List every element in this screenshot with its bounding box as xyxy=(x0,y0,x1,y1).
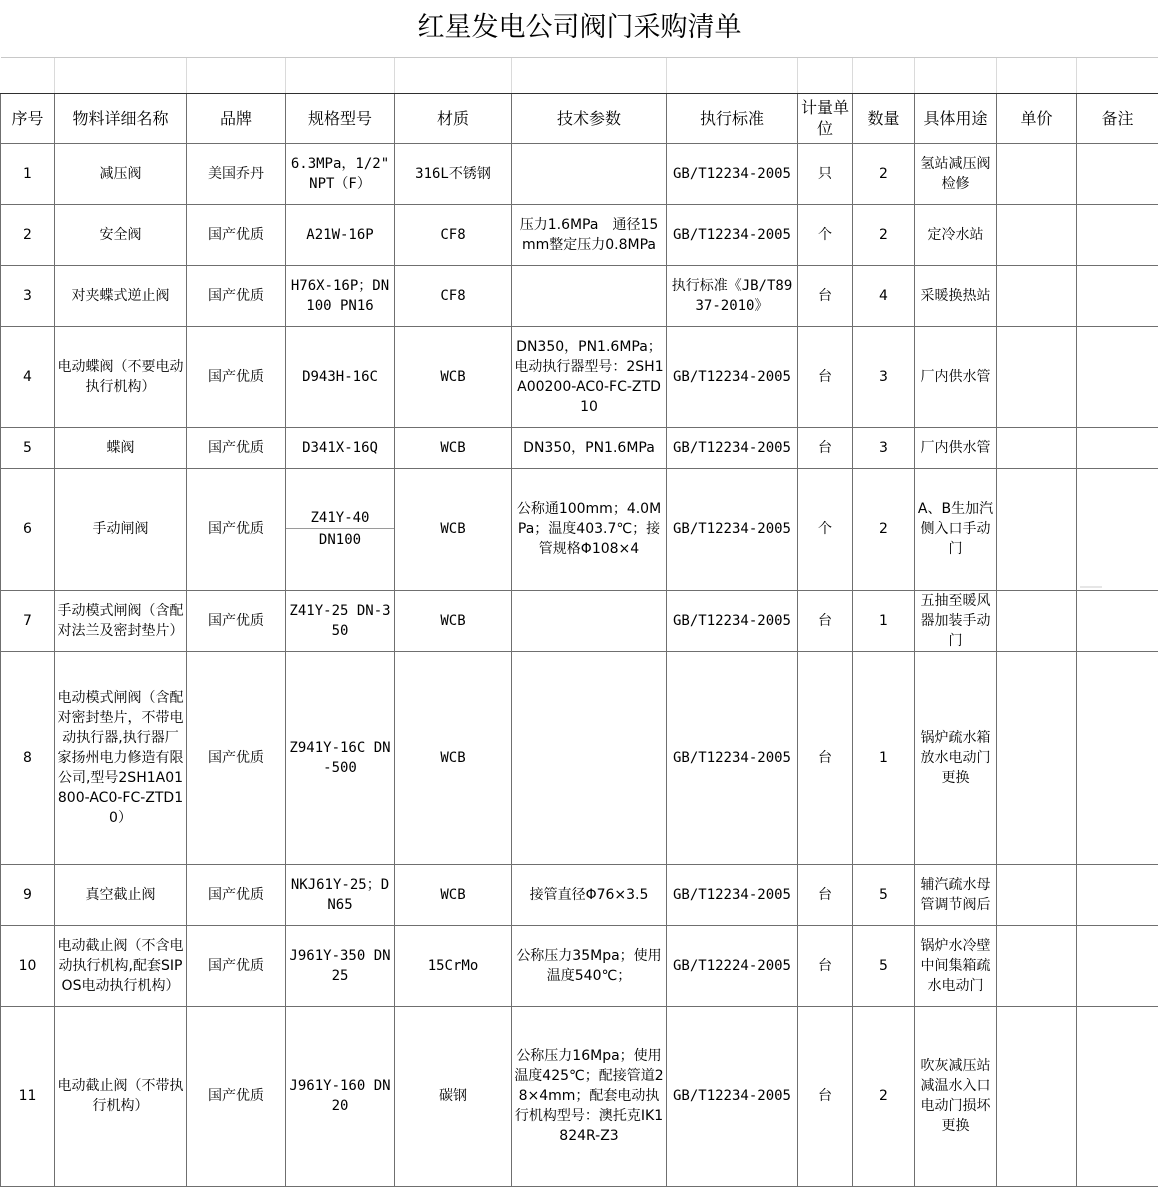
stray-mark xyxy=(1080,586,1102,588)
cell-price[interactable] xyxy=(997,326,1077,427)
cell-spec[interactable]: A21W-16P xyxy=(286,204,395,265)
cell-standard[interactable]: GB/T12234-2005 xyxy=(667,326,798,427)
cell-usage[interactable]: 采暖换热站 xyxy=(915,265,997,326)
cell-usage[interactable]: 锅炉水冷壁中间集箱疏水电动门 xyxy=(915,925,997,1006)
cell-brand[interactable]: 国产优质 xyxy=(187,265,286,326)
table-row xyxy=(1,143,1158,204)
cell-standard[interactable]: GB/T12234-2005 xyxy=(667,864,798,925)
cell-params[interactable]: DN350，PN1.6MPa xyxy=(512,427,667,468)
cell-material[interactable]: WCB xyxy=(395,590,512,651)
header-spec: 规格型号 xyxy=(286,93,395,143)
blank-cell[interactable] xyxy=(997,57,1077,93)
cell-remark[interactable] xyxy=(1077,1006,1158,1186)
cell-no[interactable]: 10 xyxy=(1,925,55,1006)
header-standard: 执行标准 xyxy=(667,93,798,143)
cell-price[interactable] xyxy=(997,204,1077,265)
cell-material[interactable]: CF8 xyxy=(395,204,512,265)
blank-row xyxy=(1,57,1158,93)
blank-cell[interactable] xyxy=(915,57,997,93)
cell-name[interactable]: 手动模式闸阀（含配对法兰及密封垫片） xyxy=(55,590,187,651)
cell-params[interactable]: 接管直径Φ76×3.5 xyxy=(512,864,667,925)
cell-brand[interactable]: 美国乔丹 xyxy=(187,143,286,204)
cell-no[interactable]: 8 xyxy=(1,651,55,864)
cell-name[interactable]: 蝶阀 xyxy=(55,427,187,468)
cell-no[interactable]: 4 xyxy=(1,326,55,427)
cell-price[interactable] xyxy=(997,468,1077,590)
cell-params[interactable]: 压力1.6MPa 通径15mm整定压力0.8MPa xyxy=(512,204,667,265)
cell-brand[interactable]: 国产优质 xyxy=(187,651,286,864)
cell-remark[interactable] xyxy=(1077,265,1158,326)
blank-cell[interactable] xyxy=(853,57,915,93)
cell-params[interactable] xyxy=(512,143,667,204)
cell-qty[interactable]: 3 xyxy=(853,427,915,468)
header-name: 物料详细名称 xyxy=(55,93,187,143)
cell-name[interactable]: 手动闸阀 xyxy=(55,468,187,590)
cell-usage[interactable]: 吹灰减压站减温水入口电动门损坏更换 xyxy=(915,1006,997,1186)
cell-params[interactable]: DN350，PN1.6MPa；电动执行器型号：2SH1A00200-AC0-FC-ZTD10 xyxy=(512,326,667,427)
cell-no[interactable]: 5 xyxy=(1,427,55,468)
header-usage: 具体用途 xyxy=(915,93,997,143)
cell-unit[interactable]: 台 xyxy=(798,864,853,925)
cell-no[interactable]: 9 xyxy=(1,864,55,925)
cell-remark[interactable] xyxy=(1077,925,1158,1006)
cell-unit[interactable]: 台 xyxy=(798,651,853,864)
cell-name[interactable]: 减压阀 xyxy=(55,143,187,204)
cell-brand[interactable]: 国产优质 xyxy=(187,427,286,468)
table-row xyxy=(1,864,1158,925)
cell-remark[interactable] xyxy=(1077,590,1158,651)
cell-name[interactable]: 真空截止阀 xyxy=(55,864,187,925)
cell-name[interactable]: 电动截止阀（不含电动执行机构,配套SIPOS电动执行机构） xyxy=(55,925,187,1006)
cell-material[interactable]: WCB xyxy=(395,651,512,864)
cell-standard[interactable]: GB/T12224-2005 xyxy=(667,925,798,1006)
cell-remark[interactable] xyxy=(1077,326,1158,427)
sheet-title: 红星发电公司阀门采购清单 xyxy=(1,0,1158,57)
table-row xyxy=(1,326,1158,427)
cell-spec[interactable]: D341X-16Q xyxy=(286,427,395,468)
cell-remark[interactable] xyxy=(1077,651,1158,864)
cell-price[interactable] xyxy=(997,590,1077,651)
cell-remark[interactable] xyxy=(1077,864,1158,925)
cell-qty[interactable]: 1 xyxy=(853,651,915,864)
cell-standard[interactable]: GB/T12234-2005 xyxy=(667,204,798,265)
cell-unit[interactable]: 台 xyxy=(798,590,853,651)
header-remark: 备注 xyxy=(1077,93,1158,143)
cell-spec[interactable]: NKJ61Y-25；DN65 xyxy=(286,864,395,925)
cell-params[interactable] xyxy=(512,651,667,864)
cell-price[interactable] xyxy=(997,1006,1077,1186)
cell-standard[interactable]: 执行标准《JB/T8937-2010》 xyxy=(667,265,798,326)
cell-name[interactable]: 电动截止阀（不带执行机构） xyxy=(55,1006,187,1186)
cell-name[interactable]: 电动蝶阀（不要电动执行机构） xyxy=(55,326,187,427)
cell-standard[interactable]: GB/T12234-2005 xyxy=(667,427,798,468)
blank-cell[interactable] xyxy=(798,57,853,93)
cell-qty[interactable]: 2 xyxy=(853,1006,915,1186)
cell-brand[interactable]: 国产优质 xyxy=(187,326,286,427)
cell-remark[interactable] xyxy=(1077,427,1158,468)
cell-standard[interactable]: GB/T12234-2005 xyxy=(667,468,798,590)
cell-remark[interactable] xyxy=(1077,204,1158,265)
header-no: 序号 xyxy=(1,93,55,143)
cell-usage[interactable]: 定冷水站 xyxy=(915,204,997,265)
cell-unit[interactable]: 台 xyxy=(798,427,853,468)
cell-standard[interactable]: GB/T12234-2005 xyxy=(667,1006,798,1186)
cell-qty[interactable]: 1 xyxy=(853,590,915,651)
cell-no[interactable]: 1 xyxy=(1,143,55,204)
table-row xyxy=(1,265,1158,326)
cell-standard[interactable]: GB/T12234-2005 xyxy=(667,590,798,651)
cell-remark[interactable] xyxy=(1077,468,1158,590)
cell-usage[interactable]: 氢站减压阀检修 xyxy=(915,143,997,204)
cell-spec[interactable]: J961Y-160 DN20 xyxy=(286,1006,395,1186)
cell-spec[interactable]: 6.3MPa，1/2" NPT（F） xyxy=(286,143,395,204)
cell-usage[interactable]: 辅汽疏水母管调节阀后 xyxy=(915,864,997,925)
cell-price[interactable] xyxy=(997,427,1077,468)
header-unit: 计量单位 xyxy=(798,93,853,143)
table-row xyxy=(1,651,1158,864)
cell-spec[interactable]: J961Y-350 DN25 xyxy=(286,925,395,1006)
cell-price[interactable] xyxy=(997,925,1077,1006)
cell-params[interactable] xyxy=(512,590,667,651)
spec-extra: DN100 xyxy=(318,531,362,548)
cell-spec[interactable] xyxy=(286,468,395,590)
cell-standard[interactable]: GB/T12234-2005 xyxy=(667,143,798,204)
cell-no[interactable]: 3 xyxy=(1,265,55,326)
table-row xyxy=(1,468,1158,590)
blank-cell[interactable] xyxy=(395,57,512,93)
table-row xyxy=(1,925,1158,1006)
blank-cell[interactable] xyxy=(512,57,667,93)
cell-qty[interactable]: 3 xyxy=(853,326,915,427)
cell-usage[interactable]: 五抽至暖风器加装手动门 xyxy=(915,590,997,651)
cell-unit[interactable]: 只 xyxy=(798,143,853,204)
cell-brand[interactable]: 国产优质 xyxy=(187,925,286,1006)
cell-usage[interactable]: 厂内供水管 xyxy=(915,427,997,468)
cell-no[interactable]: 2 xyxy=(1,204,55,265)
header-row xyxy=(1,93,1158,143)
cell-spec[interactable]: Z41Y-25 DN-350 xyxy=(286,590,395,651)
spec-model: Z41Y-40 xyxy=(286,508,394,529)
cell-params[interactable] xyxy=(512,265,667,326)
cell-brand[interactable]: 国产优质 xyxy=(187,590,286,651)
header-qty: 数量 xyxy=(853,93,915,143)
header-price: 单价 xyxy=(997,93,1077,143)
cell-qty[interactable]: 4 xyxy=(853,265,915,326)
cell-material[interactable]: CF8 xyxy=(395,265,512,326)
cell-price[interactable] xyxy=(997,143,1077,204)
cell-material[interactable]: WCB xyxy=(395,864,512,925)
blank-cell[interactable] xyxy=(1077,57,1158,93)
cell-price[interactable] xyxy=(997,864,1077,925)
cell-remark[interactable] xyxy=(1077,143,1158,204)
cell-spec[interactable]: H76X-16P；DN100 PN16 xyxy=(286,265,395,326)
cell-no[interactable]: 11 xyxy=(1,1006,55,1186)
cell-material[interactable]: WCB xyxy=(395,468,512,590)
table-row xyxy=(1,590,1158,651)
cell-qty[interactable]: 5 xyxy=(853,925,915,1006)
cell-standard[interactable]: GB/T12234-2005 xyxy=(667,651,798,864)
cell-params[interactable]: 公称通100mm；4.0MPa；温度403.7℃；接管规格Φ108×4 xyxy=(512,468,667,590)
cell-params[interactable]: 公称压力16Mpa；使用温度425℃；配接管道28×4mm；配套电动执行机构型号：澳托克IK1824R-Z3 xyxy=(512,1006,667,1186)
cell-qty[interactable]: 2 xyxy=(853,204,915,265)
cell-name[interactable]: 电动模式闸阀（含配对密封垫片，不带电动执行器,执行器厂家扬州电力修造有限公司,型号2SH1A01800-AC0-FC-ZTD10） xyxy=(55,651,187,864)
table-row xyxy=(1,1006,1158,1186)
blank-cell[interactable] xyxy=(286,57,395,93)
cell-qty[interactable]: 2 xyxy=(853,468,915,590)
cell-unit[interactable]: 台 xyxy=(798,265,853,326)
cell-usage[interactable]: 锅炉疏水箱放水电动门更换 xyxy=(915,651,997,864)
cell-name[interactable]: 对夹蝶式逆止阀 xyxy=(55,265,187,326)
header-params: 技术参数 xyxy=(512,93,667,143)
cell-spec[interactable]: D943H-16C xyxy=(286,326,395,427)
blank-cell[interactable] xyxy=(667,57,798,93)
cell-material[interactable]: 316L不锈钢 xyxy=(395,143,512,204)
cell-no[interactable]: 7 xyxy=(1,590,55,651)
cell-price[interactable] xyxy=(997,265,1077,326)
cell-material[interactable]: 碳钢 xyxy=(395,1006,512,1186)
cell-material[interactable]: WCB xyxy=(395,427,512,468)
cell-material[interactable]: 15CrMo xyxy=(395,925,512,1006)
title-row xyxy=(1,0,1158,57)
blank-cell[interactable] xyxy=(187,57,286,93)
blank-cell[interactable] xyxy=(55,57,187,93)
cell-usage[interactable]: A、B生加汽侧入口手动门 xyxy=(915,468,997,590)
spec-split xyxy=(286,508,394,551)
header-brand: 品牌 xyxy=(187,93,286,143)
cell-qty[interactable]: 2 xyxy=(853,143,915,204)
blank-cell[interactable] xyxy=(1,57,55,93)
cell-brand[interactable]: 国产优质 xyxy=(187,468,286,590)
table-row xyxy=(1,427,1158,468)
cell-no[interactable]: 6 xyxy=(1,468,55,590)
cell-unit[interactable]: 台 xyxy=(798,326,853,427)
cell-unit[interactable]: 台 xyxy=(798,1006,853,1186)
cell-spec[interactable]: Z941Y-16C DN-500 xyxy=(286,651,395,864)
cell-params[interactable]: 公称压力35Mpa；使用温度540℃； xyxy=(512,925,667,1006)
cell-price[interactable] xyxy=(997,651,1077,864)
cell-unit[interactable]: 台 xyxy=(798,925,853,1006)
header-material: 材质 xyxy=(395,93,512,143)
cell-brand[interactable]: 国产优质 xyxy=(187,864,286,925)
cell-unit[interactable]: 个 xyxy=(798,204,853,265)
cell-material[interactable]: WCB xyxy=(395,326,512,427)
cell-name[interactable]: 安全阀 xyxy=(55,204,187,265)
cell-brand[interactable]: 国产优质 xyxy=(187,1006,286,1186)
cell-unit[interactable]: 个 xyxy=(798,468,853,590)
cell-brand[interactable]: 国产优质 xyxy=(187,204,286,265)
table-row xyxy=(1,204,1158,265)
cell-qty[interactable]: 5 xyxy=(853,864,915,925)
cell-usage[interactable]: 厂内供水管 xyxy=(915,326,997,427)
